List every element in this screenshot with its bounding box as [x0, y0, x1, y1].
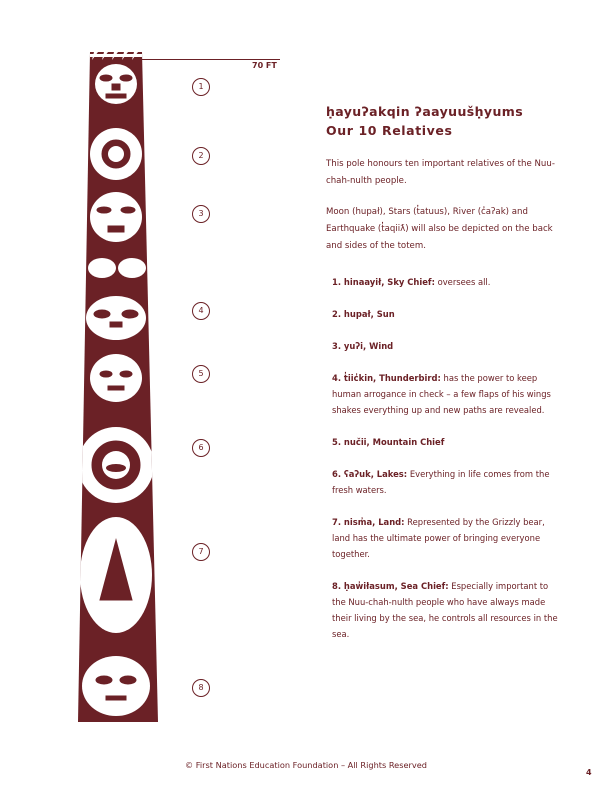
relative-desc: has the power to keep human arrogance in check – a few flaps of his wings shakes everything up and new paths are revealed. [332, 373, 551, 415]
marker-4: 4 [192, 302, 210, 320]
relative-title: 4. t̓iic̓kin, Thunderbird: [332, 373, 441, 383]
marker-6: 6 [192, 439, 210, 457]
relative-item-1 [332, 274, 562, 290]
relative-title: 8. ḥaw̓iłasum, Sea Chief: [332, 581, 449, 591]
relative-title: 3. yuʔi, Wind [332, 341, 394, 351]
marker-5: 5 [192, 365, 210, 383]
relative-title: 6. ʕaʔuk, Lakes: [332, 469, 408, 479]
relative-desc: oversees all. [434, 277, 491, 287]
relative-item-8 [332, 578, 562, 642]
relative-item-6 [332, 466, 562, 498]
note-paragraph: Moon (hupał), Stars (t̓atuus), River (c̓aʔak) and Earthquake (t̓aqiiƛ) will also be depicted on the back and sides of the totem. [326, 207, 553, 251]
marker-3: 3 [192, 205, 210, 223]
relative-item-7 [332, 514, 562, 562]
page-title-nuuchahnulth: ḥayuʔakqin ʔaayuušḥyums [326, 104, 524, 119]
page-title-english: Our 10 Relatives [326, 123, 453, 138]
relative-desc: Especially important to the Nuu-chah-nulth people who have always made their living by the sea, he controls all resources in the sea. [332, 581, 558, 639]
marker-7: 7 [192, 543, 210, 561]
intro-paragraph: This pole honours ten important relatives of the Nuu-chah-nulth people. [326, 159, 555, 186]
marker-2: 2 [192, 147, 210, 165]
page-number: 4 [586, 768, 592, 777]
marker-8: 8 [192, 679, 210, 697]
copyright-footer: © First Nations Education Foundation – All Rights Reserved [185, 760, 427, 770]
relative-item-5 [332, 434, 562, 450]
relative-title: 2. hupał, Sun [332, 309, 395, 319]
relative-title: 5. nučii, Mountain Chief [332, 437, 445, 447]
relative-title: 1. hinaayił, Sky Chief: [332, 277, 435, 287]
marker-1: 1 [192, 78, 210, 96]
pole-height-line [140, 59, 280, 60]
relative-item-4 [332, 370, 562, 418]
relative-desc: Everything in life comes from the fresh waters. [332, 469, 550, 495]
relative-desc: Represented by the Grizzly bear, land has the ultimate power of bringing everyone together. [332, 517, 545, 559]
relative-item-2 [332, 306, 562, 322]
pole-height-label: 70 FT [252, 61, 277, 70]
relative-title: 7. nism̓a, Land: [332, 517, 405, 527]
relative-item-3 [332, 338, 562, 354]
